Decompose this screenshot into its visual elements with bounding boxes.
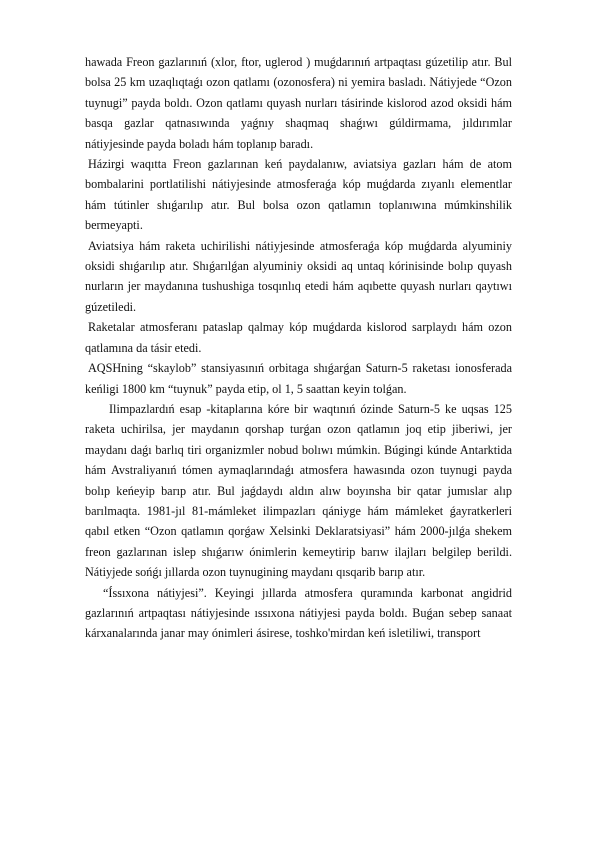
paragraph-aviation-aluminium: Aviatsiya hám raketa uchirilishi nátiyjesinde atmosferaǵa kóp muǵdarda alyuminiy oksidi shıǵarılıp atır. Shıǵarılǵan alyuminiy oksidi aq untaq kórinisinde bolıp quyash nurların jer maydanına tushushiga tosqınlıq etedi hám aqıbette quyash nurları qaytıwı gúzetiledi.: [85, 238, 512, 314]
paragraph-rockets-oxygen: Raketalar atmosferanı pataslap qalmay kóp muǵdarda kislorod sarplaydı hám ozon qatlamına da tásir etedi.: [85, 320, 512, 355]
document-body: [85, 52, 512, 644]
paragraph-ozone-freon: hawada Freon gazlarınıń (xlor, ftor, uglerod ) muǵdarınıń artpaqtası gúzetilip atır. Bul bolsa 25 km uzaqlıqtaǵı ozon qatlamı (ozonosfera) ni yemira basladı. Nátiyjede “Ozon tuynugi” payda boldı. Ozon qatlamı quyash nurları tásirinde kislorod azod oksidi hám basqa gazlar qatnasıwında yaǵnıy shaqmaq shaǵıwı gúldirmama, jıldırımlar nátiyjesinde payda boladı hám toplanıp baradı.: [85, 55, 512, 151]
paragraph-saturn-skylab: AQSHning “skaylob” stansiyasınıń orbitaga shıǵarǵan Saturn-5 raketası ionosferada keńligi 1800 km “tuynuk” payda etip, ol 1, 5 saattan keyin tolǵan.: [85, 361, 512, 396]
paragraph-greenhouse-effect: “Íssıxona nátiyjesi”. Keyingi jıllarda atmosfera quramında karbonat angidrid gazlarınıń artpaqtası nátiyjesinde ıssıxona nátiyjesi payda boldı. Buǵan sebep sanaat kárxanalarında janar may ónimleri ásirese, toshko'mirdan keń isletiliwi, transport: [85, 585, 512, 641]
paragraph-freon-usage: Házirgi waqıtta Freon gazlarınan keń paydalanıw, aviatsiya gazları hám de atom bombalarini portlatilishi nátiyjesinde atmosferaǵa kóp muǵdarda zıyanlı elementlar hám tútinler shıǵarılıp atır. Bul bolsa ozon qatlamın toplanıwına múmkinshilik bermeyapti.: [85, 157, 512, 233]
paragraph-scientists-helsinki: Ilimpazlardıń esap -kitaplarına kóre bir waqtınıń ózinde Saturn-5 ke uqsas 125 raketa uchirilsa, jer maydanın qorshap turǵan ozon qatlamın joq etip jiberiwi, jer maydanı daǵı barlıq tiri organizmler nobud bolıwı múmkin. Búgingi kúnde Antarktida hám Avstraliyanıń tómen aymaqlarındaǵı atmosfera hawasında ozon tuynugi payda bolıp keńeyip barıp atır. Bul jaǵdaydı aldın alıw boyınsha bir qatar jumıslar alıp barılmaqta. 1981-jıl 81-mámleket ilimpazları qániyge hám mámleket ǵayratkerleri qabıl etken “Ozon qatlamın qorǵaw Xelsinki Deklaratsiyasi” hám 2000-jılǵa shekem freon gazlarınan islep shıǵarıw ónimlerin kemeytirip barıw ilajları belgilep berildi. Nátiyjede sońǵı jıllarda ozon tuynugining maydanı qısqarib barıp atır.: [85, 401, 512, 580]
